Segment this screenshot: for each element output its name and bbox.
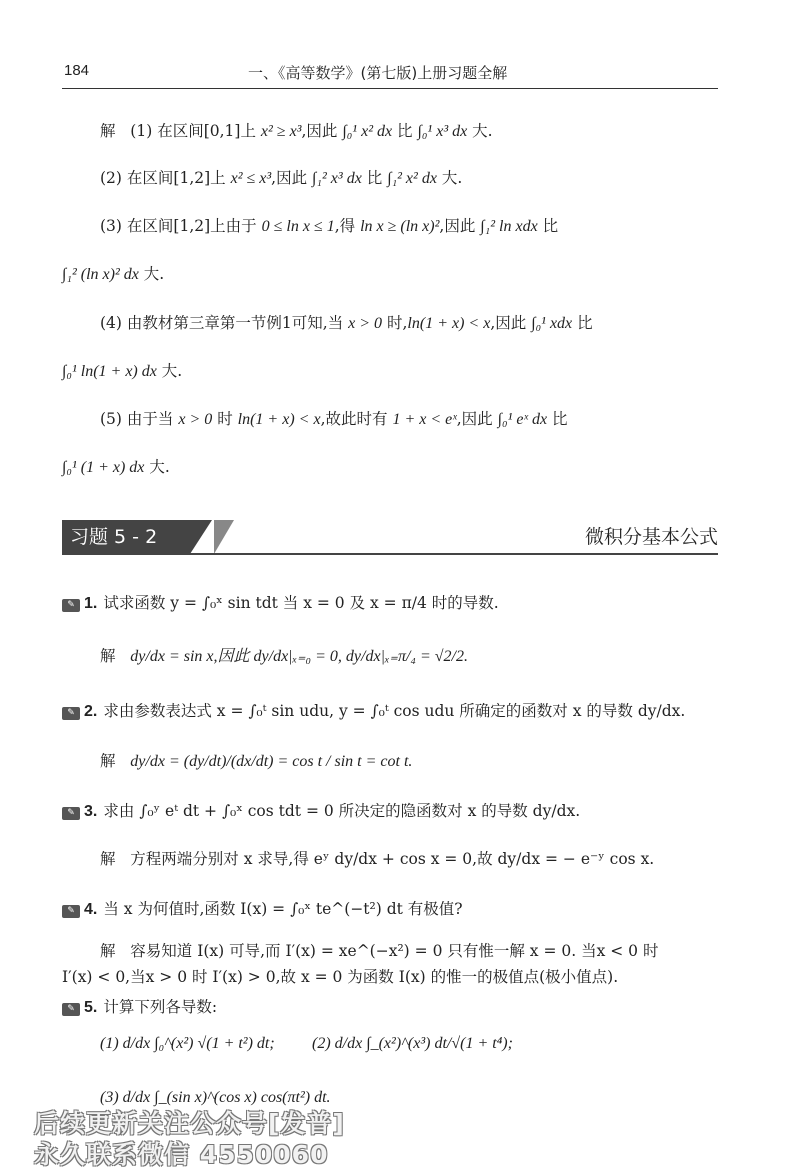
problem-number: 5. [84, 999, 98, 1016]
running-title: 一、《高等数学》(第七版)上册习题全解 [248, 64, 508, 82]
problem-5 [62, 996, 217, 1019]
math-integral: ∫₁² x² dx [387, 170, 437, 187]
page-number: 184 [64, 62, 90, 79]
section-banner [62, 520, 718, 554]
answer-text: 方程两端分别对 x 求导,得 eʸ dy/dx + cos x = 0,故 dy/dx = − e⁻ʸ cos x. [130, 850, 655, 868]
subproblem-text: (3) d/dx ∫_(sin x)^(cos x) cos(πt²) dt. [100, 1089, 331, 1106]
text: ,因此 [439, 217, 476, 235]
problem-number: 3. [84, 803, 98, 820]
text: 由于当 [126, 410, 174, 428]
part-label: (2) [100, 169, 122, 187]
header-rule [62, 88, 718, 89]
problem-2 [62, 700, 685, 723]
math-integral: ∫₀¹ x² dx [342, 123, 393, 140]
text: ,因此 [490, 314, 527, 332]
problem-number: 2. [84, 703, 98, 720]
book-icon: ✎ [62, 1003, 80, 1016]
problem-5-part-1 [100, 1032, 275, 1055]
answer-text: dy/dx = (dy/dt)/(dx/dt) = cos t / sin t = cot t. [130, 753, 413, 770]
answer-text: I′(x) < 0,当x > 0 时 I′(x) > 0,故 x = 0 为函数 I(x) 的惟一的极值点(极小值点). [62, 968, 619, 986]
math-integral: ∫₀¹ (1 + x) dx [62, 459, 145, 476]
answer-4 [100, 940, 658, 962]
math-integral: ∫₁² ln xdx [480, 218, 538, 235]
math-integral: ∫₀¹ x³ dx [417, 123, 468, 140]
math-inequality: ln(1 + x) < x [407, 315, 491, 332]
answer-2 [100, 750, 412, 773]
book-icon: ✎ [62, 599, 80, 612]
problem-5-part-2 [312, 1032, 513, 1055]
text: ,故此时有 [320, 410, 388, 428]
solution-part-4-cont [62, 360, 182, 383]
problem-text: 计算下列各导数: [103, 998, 218, 1016]
text: ,因此 [456, 410, 493, 428]
math-inequality: x² ≤ x³ [230, 170, 272, 187]
text: 大. [149, 458, 170, 476]
math-integral: ∫₁² (ln x)² dx [62, 266, 139, 283]
math-inequality: x² ≥ x³ [260, 123, 302, 140]
solution-label: 解 [100, 942, 116, 960]
banner-decoration [214, 520, 234, 554]
problem-1 [62, 592, 499, 615]
answer-1 [100, 645, 468, 668]
answer-text: dy/dx = sin x,因此 dy/dx|ₓ₌₀ = 0, dy/dx|ₓ₌π/₄ = √2/2. [130, 648, 469, 665]
watermark-line-1: 后续更新关注公众号[发普] [34, 1109, 345, 1138]
text: 时, [386, 314, 408, 332]
answer-4-cont [62, 966, 618, 988]
part-label: (4) [100, 314, 122, 332]
problem-4 [62, 898, 463, 921]
text: 时 [217, 410, 233, 428]
part-label: (1) [130, 122, 153, 140]
solution-part-3-cont [62, 263, 164, 286]
text: 比 [552, 410, 568, 428]
math-integral: ∫₀¹ ln(1 + x) dx [62, 363, 157, 380]
math-integral: ∫₀¹ eˣ dx [497, 411, 548, 428]
text: 比 [366, 169, 383, 187]
solution-part-2 [100, 167, 462, 190]
problem-text: 求由 ∫₀ʸ eᵗ dt + ∫₀ˣ cos tdt = 0 所决定的隐函数对 x 的导数 dy/dx. [103, 802, 581, 820]
solution-label: 解 [100, 647, 116, 665]
text: 在区间[1,2]上 [126, 169, 226, 187]
subproblem-text: (1) d/dx ∫₀^(x²) √(1 + t²) dt; [100, 1035, 275, 1052]
book-icon: ✎ [62, 905, 80, 918]
problem-text: 试求函数 y = ∫₀ˣ sin tdt 当 x = 0 及 x = π/4 时的导数. [103, 594, 499, 612]
text: 比 [397, 122, 413, 140]
text: ,因此 [271, 169, 308, 187]
math-inequality: x > 0 [348, 315, 383, 332]
math-integral: ∫₀¹ xdx [531, 315, 573, 332]
problem-text: 求由参数表达式 x = ∫₀ᵗ sin udu, y = ∫₀ᵗ cos udu 所确定的函数对 x 的导数 dy/dx. [103, 702, 686, 720]
section-label: 习题 5 - 2 [62, 520, 190, 554]
watermark-line-2: 永久联系微信 4550060 [34, 1140, 329, 1169]
text: 在区间[0,1]上 [157, 122, 256, 140]
section-title: 微积分基本公式 [584, 526, 718, 548]
text: 大. [143, 265, 165, 283]
text: 大. [161, 362, 183, 380]
book-icon: ✎ [62, 707, 80, 720]
text: 比 [577, 314, 593, 332]
problem-number: 1. [84, 595, 98, 612]
solution-part-5 [100, 408, 568, 431]
text: 由教材第三章第一节例1可知,当 [126, 314, 344, 332]
part-label: (3) [100, 217, 122, 235]
banner-rule [62, 553, 718, 555]
part-label: (5) [100, 410, 122, 428]
solution-label: 解 [100, 122, 116, 140]
problem-number: 4. [84, 901, 98, 918]
text: 大. [472, 122, 493, 140]
solution-part-4 [100, 312, 593, 335]
math-inequality: ln x ≥ (ln x)² [360, 218, 440, 235]
solution-part-3 [100, 215, 558, 238]
subproblem-text: (2) d/dx ∫_(x²)^(x³) dt/√(1 + t⁴); [312, 1035, 513, 1052]
text: ,因此 [301, 122, 338, 140]
text: 大. [441, 169, 463, 187]
math-inequality: 0 ≤ ln x ≤ 1 [261, 218, 335, 235]
math-inequality: 1 + x < eˣ [392, 411, 457, 428]
math-integral: ∫₁² x³ dx [312, 170, 362, 187]
banner-decoration [190, 520, 212, 554]
answer-3 [100, 848, 654, 870]
math-inequality: ln(1 + x) < x [237, 411, 321, 428]
text: ,得 [334, 217, 356, 235]
math-inequality: x > 0 [178, 411, 213, 428]
solution-part-5-cont [62, 456, 170, 479]
problem-text: 当 x 为何值时,函数 I(x) = ∫₀ˣ te^(−t²) dt 有极值? [103, 900, 463, 918]
text: 在区间[1,2]上由于 [126, 217, 257, 235]
answer-text: 容易知道 I(x) 可导,而 I′(x) = xe^(−x²) = 0 只有惟一解 x = 0. 当x < 0 时 [130, 942, 659, 960]
solution-label: 解 [100, 752, 116, 770]
solution-label: 解 [100, 850, 116, 868]
book-icon: ✎ [62, 807, 80, 820]
solution-part-1 [100, 120, 493, 143]
problem-3 [62, 800, 580, 823]
text: 比 [542, 217, 559, 235]
